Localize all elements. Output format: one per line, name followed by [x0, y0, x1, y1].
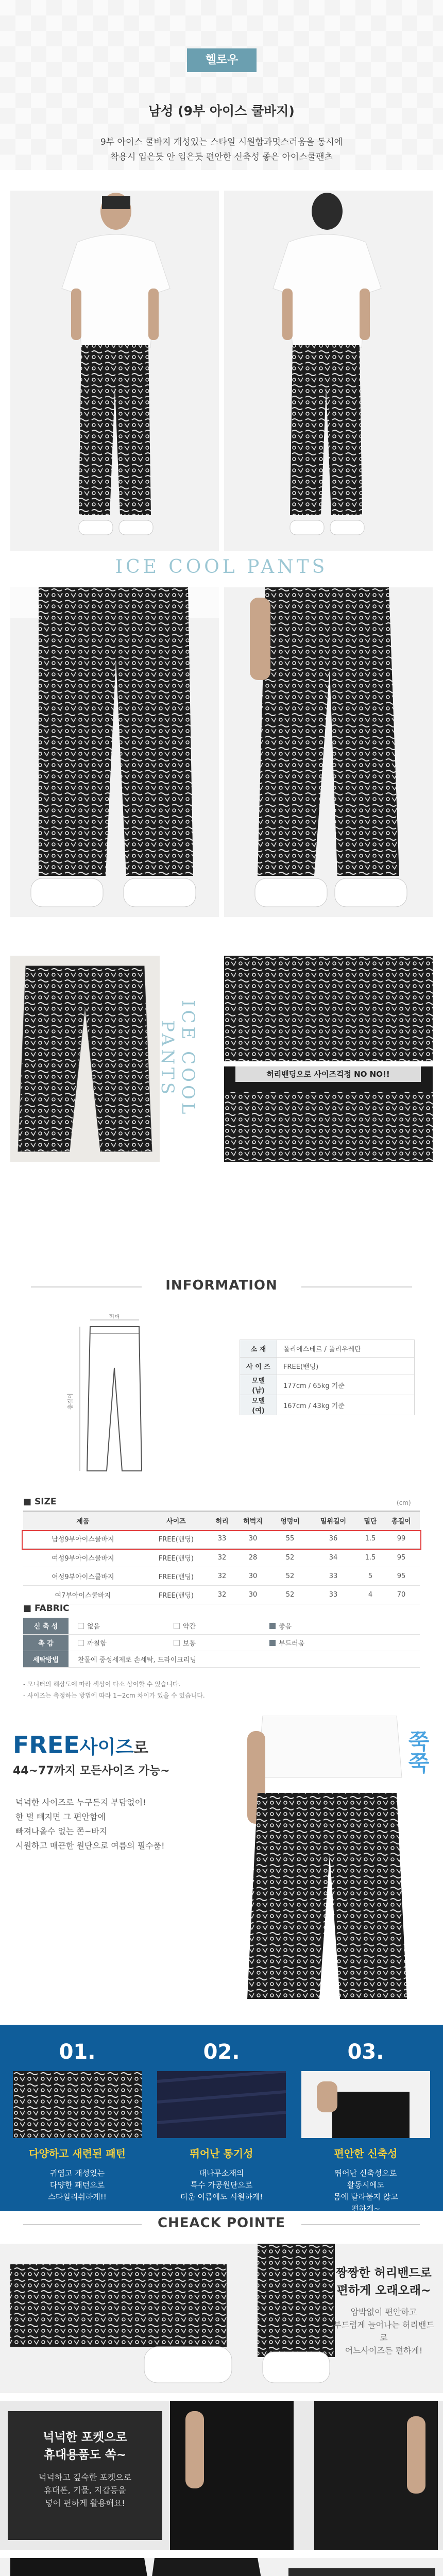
check2-body-1: 넉넉하고 깊숙한 포켓으로	[38, 2472, 132, 2482]
size-cell: 70	[383, 1585, 420, 1604]
note-2: - 사이즈는 측정하는 방법에 따라 1~2cm 차이가 있을 수 있습니다.	[23, 1692, 205, 1699]
feature-desc-line: 몸에 달라붙지 않고	[333, 2192, 398, 2201]
size-cell: 52	[271, 1585, 309, 1604]
fabric-key: 신 축 성	[23, 1618, 69, 1634]
feature-desc-line: 뛰어난 신축성으로	[334, 2168, 397, 2178]
fabric-row	[23, 1651, 420, 1667]
closeup-side-photo	[224, 587, 433, 917]
size-cell: 36	[309, 1530, 358, 1548]
check2-heading-1: 넉넉한 포켓으로	[43, 2431, 127, 2444]
size-cell: 34	[309, 1548, 358, 1567]
spec-table	[240, 1340, 415, 1415]
spec-value: 폴리에스테르 / 폴리우레탄	[277, 1340, 415, 1358]
spec-row	[240, 1395, 415, 1415]
ice-cool-pants-watermark: ICE COOL PANTS	[115, 556, 328, 578]
size-cell: FREE(밴딩)	[143, 1585, 210, 1604]
feature-label: 편안한 신축성	[334, 2147, 398, 2160]
information-title: INFORMATION	[165, 1278, 278, 1293]
features-row	[0, 2040, 443, 2213]
spec-key: 모델 (여)	[240, 1395, 277, 1415]
fabric-option-label: 보통	[183, 1639, 196, 1648]
size-header-cell: 총길이	[383, 1511, 420, 1530]
intro-line-1: 9부 아이스 쿨바지 개성있는 스타일 시원함과멋스러움을 동시에	[100, 137, 343, 147]
feature-desc	[10, 2167, 144, 2203]
check2-body-2: 휴대폰, 기물, 지갑등을	[44, 2485, 126, 2495]
check1-caption	[330, 2264, 438, 2357]
feature-1	[10, 2040, 144, 2210]
fabric-checkbox	[269, 1640, 276, 1646]
size-cell: FREE(밴딩)	[143, 1530, 210, 1548]
free-body-3: 빠져나올수 없는 쫀~바지	[15, 1826, 108, 1836]
size-header-cell: 허벅지	[234, 1511, 271, 1530]
feature-desc-line: 다양한 패턴으로	[49, 2180, 105, 2190]
fabric-options	[69, 1651, 420, 1667]
size-cell: 4	[358, 1585, 383, 1604]
fabric-table	[23, 1618, 420, 1668]
model-front-photo	[10, 191, 219, 551]
diagram-length-label: 총길이	[67, 1393, 74, 1410]
feature-2	[155, 2040, 288, 2210]
fabric-checkbox	[174, 1640, 180, 1646]
check2-heading-2: 휴대용품도 쏙~	[43, 2448, 127, 2462]
free-body-1: 넉넉한 사이즈로 누구든지 부담없이!	[15, 1798, 146, 1807]
size-cell: FREE(밴딩)	[143, 1548, 210, 1567]
spec-key: 사 이 즈	[240, 1358, 277, 1375]
check-point-title: CHEACK POINTE	[157, 2215, 286, 2231]
size-cell: 1.5	[358, 1548, 383, 1567]
size-cell: 32	[210, 1585, 234, 1604]
feature-desc-line: 특수 가공원단으로	[190, 2180, 253, 2190]
size-cell: 30	[234, 1530, 271, 1548]
size-cell: 32	[210, 1567, 234, 1585]
pants-diagram	[62, 1314, 170, 1479]
size-cell: 30	[234, 1585, 271, 1604]
feature-desc-line: 대나무소재의	[199, 2168, 244, 2178]
fabric-row	[23, 1634, 420, 1651]
product-subtitle: 남성 (9부 아이스 쿨바지)	[148, 104, 295, 118]
fabric-options	[69, 1618, 420, 1634]
fabric-section-title	[23, 1603, 70, 1614]
size-text: 사이즈	[79, 1737, 134, 1758]
fabric-detail-photo	[224, 956, 433, 1061]
fabric-title: FABRIC	[34, 1603, 70, 1614]
fabric-key: 촉 감	[23, 1634, 69, 1651]
intro-line-2: 착용시 입은듯 안 입은듯 편안한 신축성 좋은 아이스쿨팬츠	[110, 152, 333, 162]
check1-heading-2: 편하게 오래오래~	[336, 2284, 431, 2297]
size-cell: 95	[383, 1548, 420, 1567]
spec-row	[240, 1340, 415, 1358]
vertical-watermark: ICE COOL PANTS	[157, 1000, 198, 1117]
spec-value: FREE(밴딩)	[277, 1358, 415, 1375]
stretch-text: 쭉쭉	[405, 1730, 430, 1773]
feature-swatch	[157, 2071, 286, 2138]
size-cell: 30	[234, 1567, 271, 1585]
free-size-headline	[13, 1731, 148, 1759]
feature-3	[299, 2040, 433, 2213]
feature-desc-line: 더운 여름에도 시원하게!	[180, 2192, 263, 2201]
fabric-option-label: 좋음	[279, 1623, 292, 1631]
size-row	[23, 1567, 420, 1585]
info-title-line-right	[301, 1286, 412, 1287]
check3-caption	[288, 2568, 435, 2576]
size-cell: 여성9부아이스쿨바지	[23, 1548, 143, 1567]
closeup-front-photo	[10, 587, 219, 917]
feature-swatch	[13, 2071, 142, 2138]
feature-number: 01.	[59, 2040, 96, 2064]
size-cell: 99	[383, 1530, 420, 1548]
size-cell: 33	[210, 1530, 234, 1548]
size-header-cell: 제품	[23, 1511, 143, 1530]
size-cell: 52	[271, 1548, 309, 1567]
fabric-text: 찬물에 중성세제로 손세탁, 드라이크리닝	[78, 1656, 197, 1664]
highlight-row-frame	[22, 1530, 421, 1550]
fabric-checkbox	[78, 1623, 84, 1629]
spec-row	[240, 1358, 415, 1375]
feature-desc-line: 활동시에도	[347, 2180, 385, 2190]
size-table	[23, 1511, 420, 1604]
size-header-cell: 밑위길이	[309, 1511, 358, 1530]
free-body-4: 시원하고 매끈한 원단으로 여름의 필수품!	[15, 1841, 165, 1851]
size-cell: 95	[383, 1567, 420, 1585]
size-cell: 여성9부아이스쿨바지	[23, 1567, 143, 1585]
size-notes	[23, 1679, 205, 1701]
spec-key: 소 재	[240, 1340, 277, 1358]
free-size-range: 44~77까지 모든사이즈 가능~	[13, 1765, 170, 1777]
spec-value: 177cm / 65kg 기준	[277, 1375, 415, 1395]
check1-body-1: 압박없이 편안하고	[350, 2307, 417, 2317]
fabric-option-label: 까칠함	[87, 1639, 107, 1648]
size-header-cell: 허리	[210, 1511, 234, 1530]
spec-key: 모델 (남)	[240, 1375, 277, 1395]
size-cell: 1.5	[358, 1530, 383, 1548]
size-cell: 5	[358, 1567, 383, 1585]
spec-value: 167cm / 43kg 기준	[277, 1395, 415, 1415]
fabric-options	[69, 1634, 420, 1651]
check2-body-3: 넣어 편하게 활용해요!	[45, 2498, 125, 2508]
fabric-option-label: 부드러움	[279, 1639, 305, 1648]
fabric-key: 세탁방법	[23, 1651, 69, 1667]
check1-body-3: 어느사이즈든 편하게!	[345, 2346, 423, 2355]
feature-number: 02.	[203, 2040, 240, 2064]
size-cell: 52	[271, 1567, 309, 1585]
check1-heading-1: 짱짱한 허리밴드로	[336, 2266, 432, 2280]
size-header-cell: 엉덩이	[271, 1511, 309, 1530]
check2-caption	[8, 2411, 162, 2540]
feature-desc	[299, 2167, 433, 2215]
model-back-photo	[224, 191, 433, 551]
feature-swatch	[301, 2071, 430, 2138]
product-intro	[0, 135, 443, 165]
size-header-cell: 사이즈	[143, 1511, 210, 1530]
size-cell: 33	[309, 1567, 358, 1585]
flat-lay-photo	[10, 956, 160, 1162]
free-body-2: 한 벌 빼지면 그 편안함에	[15, 1812, 106, 1822]
free-text: FREE	[13, 1731, 80, 1759]
feature-desc-line: 스타일리쉬하게!!	[48, 2192, 107, 2201]
size-cell: 33	[309, 1585, 358, 1604]
size-row	[23, 1585, 420, 1604]
fabric-option-label: 약간	[183, 1623, 196, 1631]
feature-desc	[155, 2167, 288, 2203]
free-size-body	[15, 1795, 165, 1853]
check1-body-2: 부드럽게 늘어나는 허리밴드로	[333, 2320, 434, 2343]
fabric-marker-icon: ■	[23, 1603, 35, 1614]
waistband-note: 허리밴딩으로 사이즈걱정 NO NO!!	[235, 1066, 421, 1082]
spec-row	[240, 1375, 415, 1395]
feature-desc-line: 편하게~	[351, 2204, 381, 2213]
size-unit: (cm)	[397, 1499, 411, 1506]
size-section-title	[23, 1497, 57, 1507]
fabric-option-label: 없음	[87, 1623, 100, 1631]
check-title-line-right	[301, 2224, 420, 2225]
size-cell: FREE(밴딩)	[143, 1567, 210, 1585]
size-cell: 32	[210, 1548, 234, 1567]
note-1: - 모니터의 해상도에 따라 색상이 다소 상이할 수 있습니다.	[23, 1681, 181, 1688]
fabric-checkbox	[174, 1623, 180, 1629]
feature-label: 뛰어난 통기성	[190, 2147, 253, 2160]
fabric-checkbox	[78, 1640, 84, 1646]
headline-suffix: 로	[133, 1739, 149, 1757]
size-cell: 남성9부아이스쿨바지	[23, 1530, 143, 1548]
size-cell: 여7부아이스쿨바지	[23, 1585, 143, 1604]
size-marker-icon: ■	[23, 1497, 35, 1507]
size-cell: 55	[271, 1530, 309, 1548]
fabric-checkbox	[269, 1623, 276, 1629]
size-cell: 28	[234, 1548, 271, 1567]
feature-desc-line: 귀엽고 개성있는	[49, 2168, 105, 2178]
feature-number: 03.	[347, 2040, 384, 2064]
diagram-waist-label: 허리	[109, 1314, 120, 1319]
size-row	[23, 1548, 420, 1567]
brand-badge: 헬로우	[187, 48, 257, 72]
size-header-cell: 밑단	[358, 1511, 383, 1530]
size-title: SIZE	[34, 1497, 57, 1507]
feature-label: 다양하고 새련된 패턴	[29, 2147, 126, 2160]
fabric-row	[23, 1618, 420, 1634]
